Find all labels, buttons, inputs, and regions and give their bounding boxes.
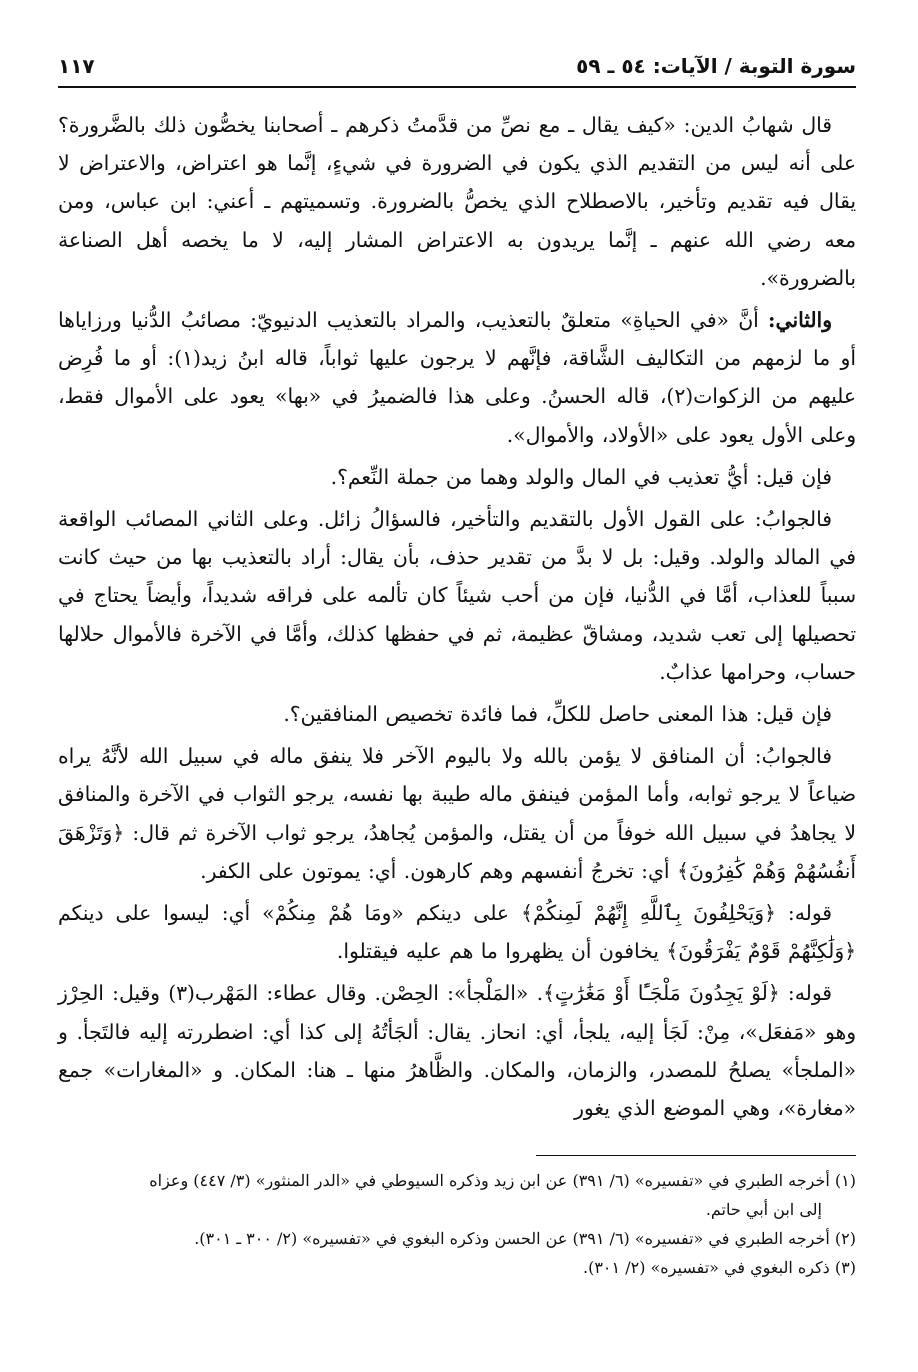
paragraph-7 (58, 894, 856, 970)
footnote-1 (58, 1166, 856, 1224)
paragraph-text: فالجوابُ: أن المنافق لا يؤمن بالله ولا باليوم الآخر فلا ينفق ماله في سبيل الله لأنَّهُ يراه ضياعاً لا يرجو ثوابه، وأما المؤمن فينفق ماله طيبة بها نفسه، يرجو الثواب في الآخرة والمنافق لا يجاهدُ في سبيل الله خوفاً من أن يقتل، والمؤمن يُجاهدُ، يرجو ثواب الآخرة ثم قال: ﴿وَتَزْهَقَ أَنفُسُهُمْ وَهُمْ كَٰفِرُونَ﴾ أي: تخرجُ أنفسهم وهم كارهون. أي: يموتون على الكفر. (58, 744, 856, 883)
paragraph-4 (58, 500, 856, 691)
paragraph-5 (58, 695, 856, 733)
footnote-text: أخرجه الطبري في «تفسيره» (٦/ ٣٩١) عن ابن زيد وذكره السيوطي في «الدر المنثور» (٣/ ٤٤٧) وعزاه (149, 1171, 830, 1191)
footnote-divider (536, 1155, 856, 1156)
running-header (58, 44, 856, 88)
paragraph-1 (58, 106, 856, 297)
footnote-number: (١) (834, 1171, 856, 1191)
paragraph-text: فإن قيل: أيُّ تعذيب في المال والولد وهما من جملة النِّعم؟. (330, 464, 832, 489)
page-number: ١١٧ (58, 54, 95, 78)
footnote-3 (58, 1253, 856, 1282)
paragraph-text: أنَّ «في الحياةِ» متعلقٌ بالتعذيب، والمراد بالتعذيب الدنيويّ: مصائبُ الدُّنيا ورزاياها أو ما لزمهم من التكاليف الشَّاقة، فإنَّهم لا يرجون عليها ثواباً، قاله ابنُ زيد(١): أو ما فُرِض عليهم من الزكوات(٢)، قاله الحسنُ. وعلى هذا فالضميرُ في «بها» يعود على الأموال فقط، وعلى الأول يعود على «الأولاد، والأموال». (58, 308, 856, 447)
paragraph-text: فإن قيل: هذا المعنى حاصل للكلِّ، فما فائدة تخصيص المنافقين؟. (283, 702, 832, 727)
paragraph-text: فالجوابُ: على القول الأول بالتقديم والتأخير، فالسؤالُ زائل. وعلى الثاني المصائب الواقعة في المالد والولد. وقيل: بل لا بدَّ من تقدير حذف، بأن يقال: أراد بالتعذيب بها من حيث كانت سبباً للعذاب، أمَّا في الدُّنيا، فإن من أحب شيئاً كان تألمه على فراقه شديداً، وأيضاً يحتاج في تحصيلها إلى تعب شديد، ومشاقّ عظيمة، ثم في حفظها كذلك، وأمَّا في الآخرة فالأموال حلالها حساب، وحرامها عذابٌ. (58, 507, 856, 684)
footnote-text: أخرجه الطبري في «تفسيره» (٦/ ٣٩١) عن الحسن وذكره البغوي في «تفسيره» (٢/ ٣٠٠ ـ ٣٠١). (194, 1229, 830, 1249)
footnote-text: ذكره البغوي في «تفسيره» (٢/ ٣٠١). (583, 1258, 830, 1278)
footnotes (58, 1166, 856, 1282)
footnote-number: (٢) (834, 1229, 856, 1249)
paragraph-8 (58, 974, 856, 1127)
main-text (58, 106, 856, 1127)
footnote-2 (58, 1224, 856, 1253)
paragraph-lead: والثاني: (768, 308, 832, 333)
paragraph-text: قوله: ﴿وَيَحْلِفُونَ بِٱللَّهِ إِنَّهُمْ لَمِنكُمْ﴾ على دينكم «ومَا هُمْ مِنكُمْ» أي: ليسوا على دينكم ﴿وَلَٰكِنَّهُمْ قَوْمٌ يَفْرَقُونَ﴾ يخافون أن يظهروا ما هم عليه فيقتلوا. (58, 901, 856, 964)
footnote-continuation: إلى ابن أبي حاتم. (705, 1200, 822, 1220)
surah-title: سورة التوبة / الآيات: ٥٤ ـ ٥٩ (576, 54, 856, 78)
paragraph-text: قوله: ﴿لَوْ يَجِدُونَ مَلْجَـًٔا أَوْ مَغَٰرَٰتٍ﴾. «المَلْجأ»: الحِصْن. وقال عطاء: المَهْرب(٣) وقيل: الحِرْز وهو «مَفعَل»، مِنْ: لَجَأ إليه، يلجأ، أي: انحاز. يقال: ألجَأتُهُ إلى كذا أي: اضطررته إليه فالتَجأ. و «الملجأ» يصلحُ للمصدر، والزمان، والمكان. والظَّاهرُ منها ـ هنا: المكان. و «المغارات» جمع «مغارة»، وهي الموضع الذي يغور (58, 981, 856, 1121)
paragraph-text: قال شهابُ الدين: «كيف يقال ـ مع نصِّ من قدَّمتُ ذكرهم ـ أصحابنا يخصُّون ذلك بالضَّرورة؟ على أنه ليس من التقديم الذي يكون في الضرورة في شيءٍ، إنَّما هو اعتراض، والاعتراض لا يقال فيه تقديم وتأخير، بالاصطلاح الذي يخصُّ بالضرورة. وتسميتهم ـ أعني: ابن عباس، ومن معه رضي الله عنهم ـ إنَّما يريدون به الاعتراض المشار إليه، لا ما يخصه أهل الصناعة بالضرورة». (58, 113, 856, 290)
paragraph-3 (58, 458, 856, 496)
footnote-number: (٣) (834, 1258, 856, 1278)
paragraph-2 (58, 301, 856, 454)
paragraph-6 (58, 737, 856, 890)
